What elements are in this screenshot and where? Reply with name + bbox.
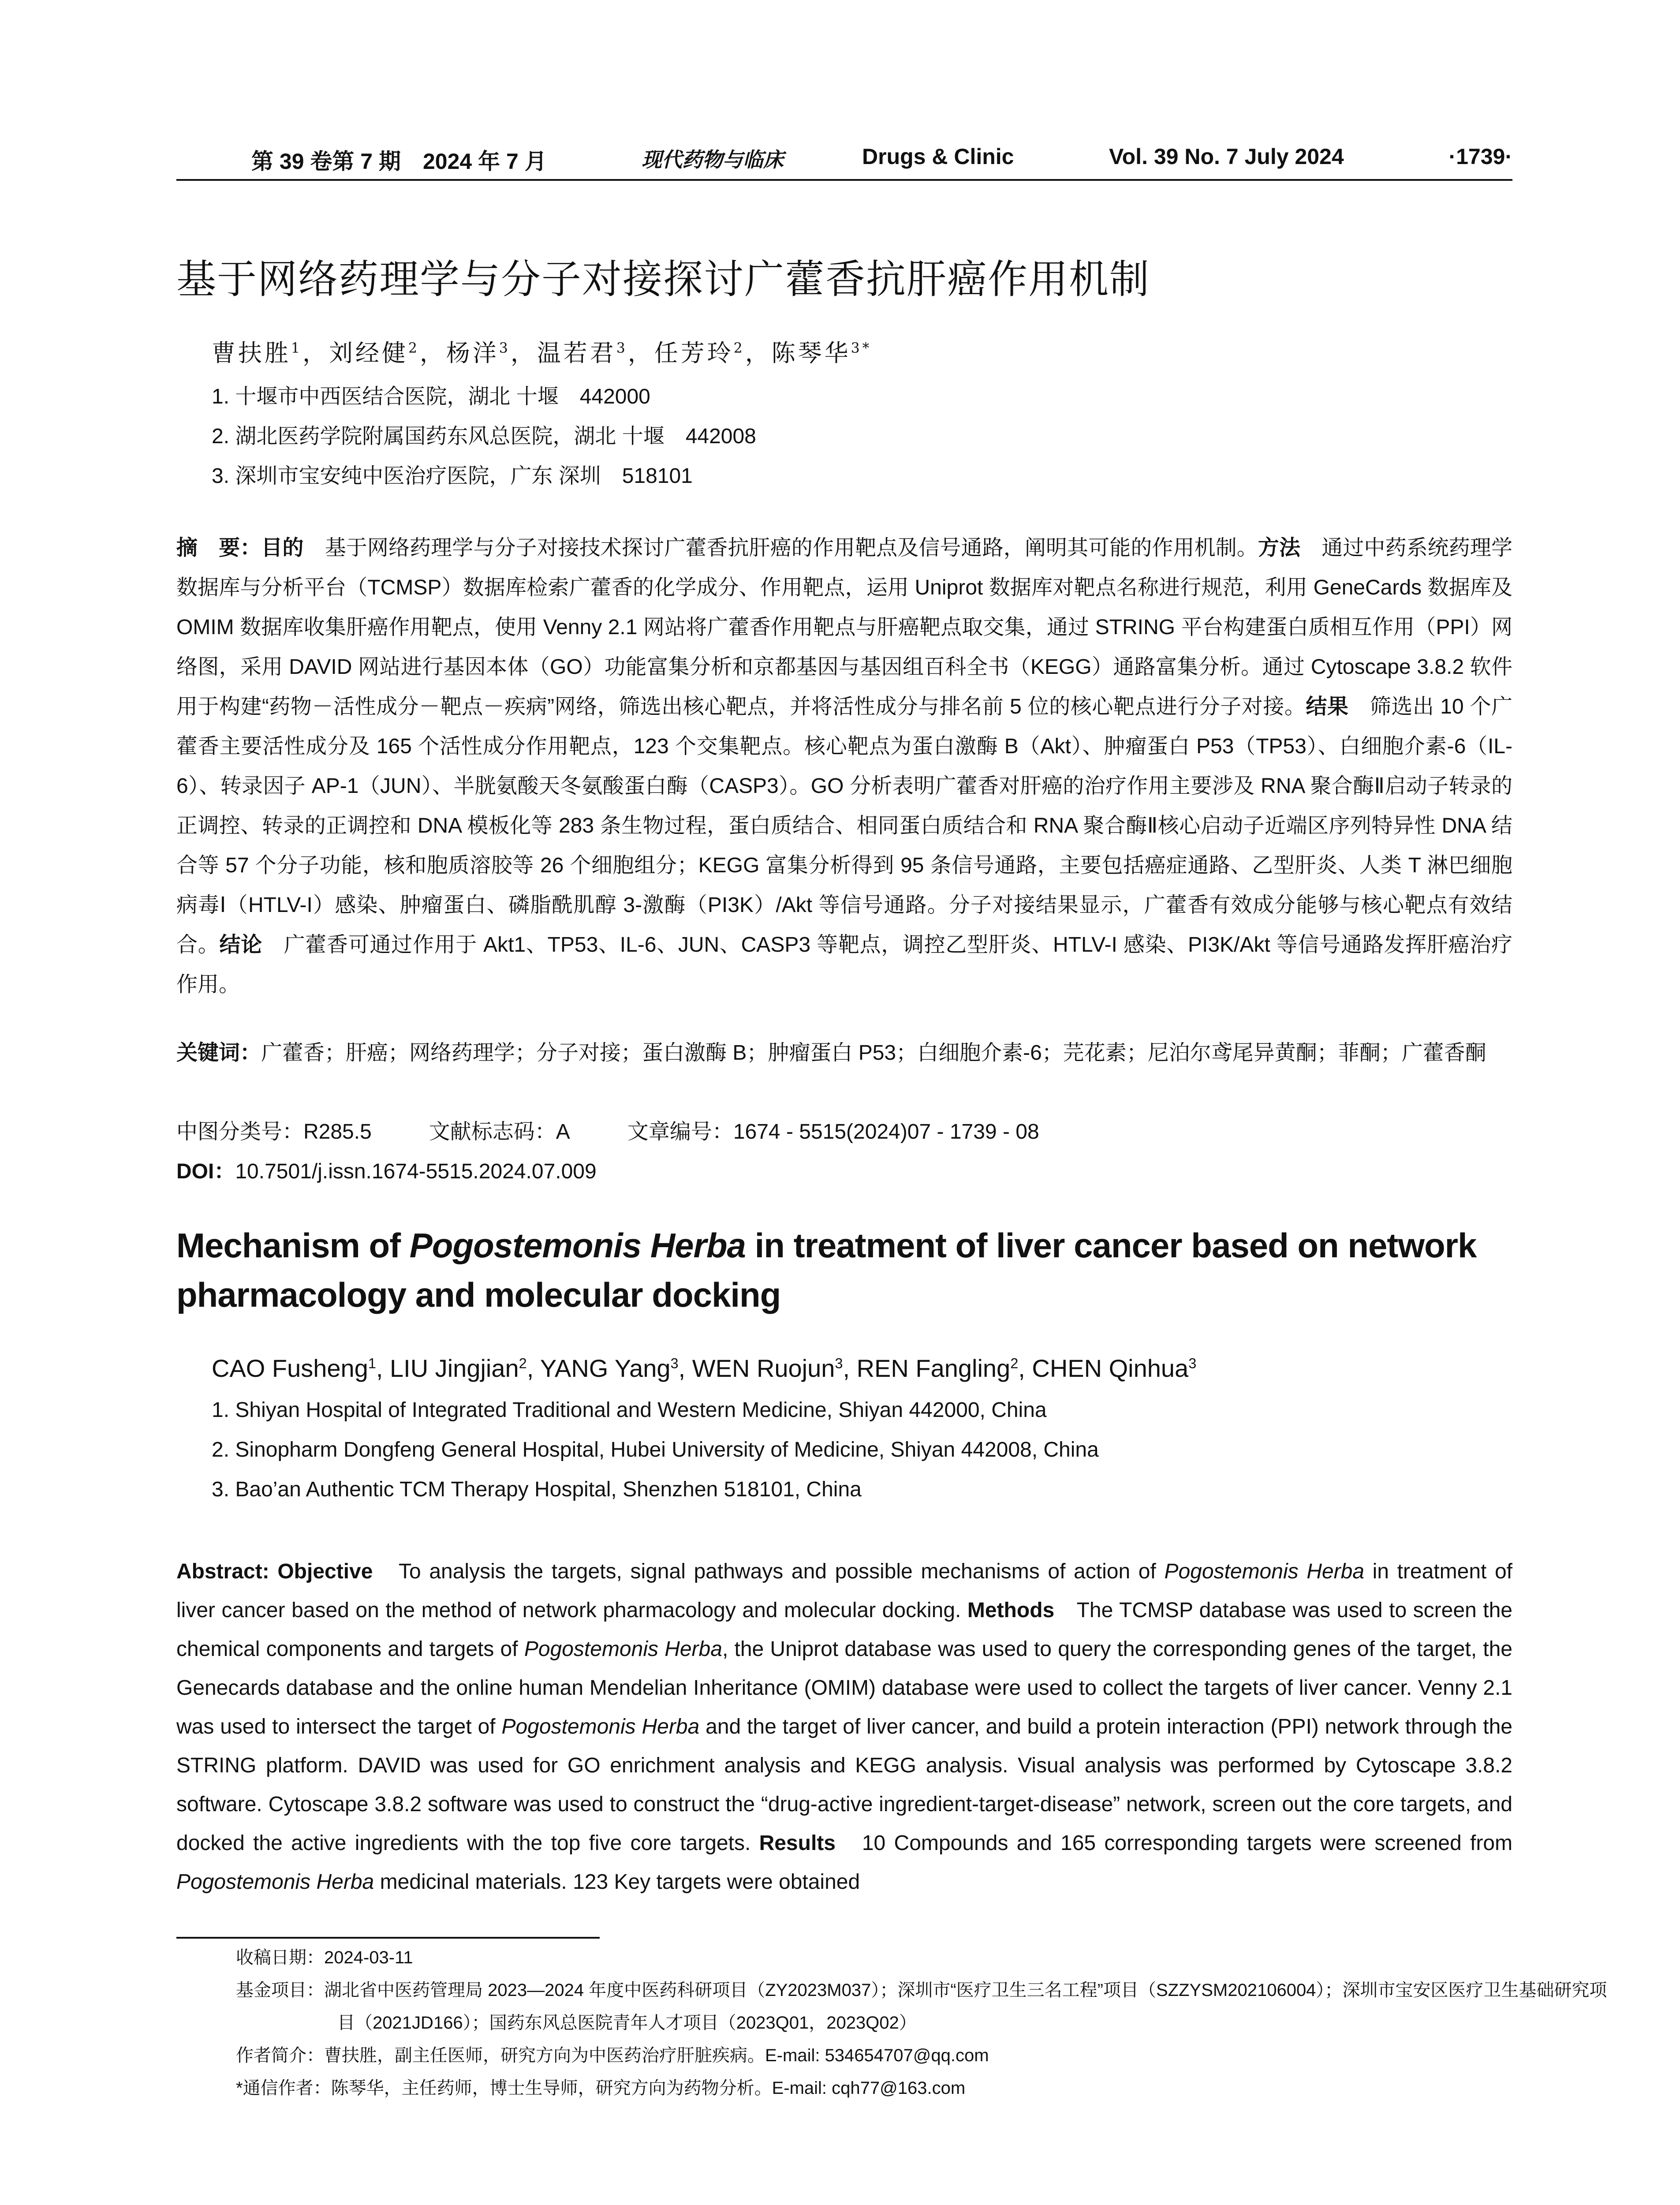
abstract-en [176, 1552, 1512, 1902]
title-en [176, 1221, 1526, 1319]
methods-text-en-3: and the target of liver cancer, and build a protein interaction (PPI) network through the STRING platform. DAVID was used for GO enrichment analysis and KEGG analysis. Visual analysis was performed by Cytoscape 3.8.2 software. Cytoscape 3.8.2 software was used to construct the “drug-active ingredient-target-disease” network, screen out the core targets, and docked the active ingredients with the top five core targets. [176, 1715, 1512, 1855]
received-label: 收稿日期： [236, 1948, 324, 1967]
footnote-author-bio [236, 2039, 1506, 2072]
conclusion-text-cn: 广藿香可通过作用于 Akt1、TP53、IL-6、JUN、CASP3 等靶点，调控乙型肝炎、HTLV-I 感染、PI3K/Akt 等信号通路发挥肝癌治疗作用。 [176, 933, 1512, 996]
title-en-herb: Pogostemonis Herba [409, 1226, 746, 1265]
keywords-cn [176, 1033, 1512, 1073]
fund-text: 湖北省中医药管理局 2023—2024 年度中医药科研项目（ZY2023M037）；深圳市“医疗卫生三名工程”项目（SZZYSM202106004）；深圳市宝安区医疗卫生基础研究项目（2021JD166）；国药东风总医院青年人才项目（2023Q01，2023Q02） [324, 1981, 1607, 2033]
affiliation-en: 3. Bao’an Authentic TCM Therapy Hospital, Shenzhen 518101, China [212, 1478, 862, 1501]
author-cn-sup: 2 [408, 340, 420, 356]
author-cn: 陈琴华 [771, 339, 851, 367]
author-en: REN Fangling [856, 1354, 1011, 1382]
keywords-label-cn: 关键词： [176, 1041, 261, 1065]
header-page-number: ·1739· [1449, 144, 1512, 169]
author-cn-sup: 3 [616, 340, 628, 356]
author-en: LIU Jingjian [390, 1354, 519, 1382]
authors-en: CAO Fusheng$^1$, LIU Jingjian$^2$, YANG Yang$^3$, WEN Ruojun$^3$, REN Fangling$^2$, CHEN Qinhua$^3$ [212, 1354, 1197, 1382]
keywords-text-cn: 广藿香；肝癌；网络药理学；分子对接；蛋白激酶 B；肿瘤蛋白 P53；白细胞介素-6；芫花素；尼泊尔鸢尾异黄酮；菲酮；广藿香酮 [261, 1041, 1486, 1065]
corresponding-label: *通信作者： [236, 2078, 331, 2098]
author-cn: 任芳玲 [654, 339, 734, 367]
author-cn-sup: 2 [733, 340, 745, 356]
herb-name-en: Pogostemonis Herba [176, 1870, 374, 1894]
author-en-sup: 2 [519, 1355, 527, 1372]
footnote-received [236, 1941, 1506, 1974]
objective-text-en-2: in treatment of liver cancer based on the method of network pharmacology and molecular docking. [176, 1560, 1513, 1622]
author-cn: 曹扶胜 [212, 339, 291, 367]
header-journal-en: Drugs & Clinic [862, 144, 1014, 169]
abstract-en-label: Abstract: Objective [176, 1560, 373, 1583]
doi-value[interactable]: 10.7501/j.issn.1674-5515.2024.07.009 [235, 1160, 597, 1183]
header-issue-cn: 第 39 卷第 7 期 2024 年 7 月 [251, 149, 547, 174]
received-date: 2024-03-11 [324, 1948, 413, 1967]
title-en-pre: Mechanism of [176, 1226, 410, 1265]
abstract-cn-label: 摘 要： [176, 536, 261, 560]
author-bio-text: 曹扶胜，副主任医师，研究方向为中医药治疗肝脏疾病。E-mail: 534654707@qq.com [324, 2046, 989, 2065]
document-code: 文献标志码：A [429, 1120, 570, 1144]
methods-label-en: Methods [967, 1599, 1055, 1622]
affiliation-en: 1. Shiyan Hospital of Integrated Traditional and Western Medicine, Shiyan 442000, China [212, 1398, 1047, 1422]
methods-text-en-2: , the Uniprot database was used to query the corresponding genes of the target, the Genecards database and the online human Mendelian Inheritance (OMIM) database were used to collect the targets of liver cancer. Venny 2.1 was used to intersect the target of [176, 1637, 1512, 1738]
author-cn-sup: 3 [499, 340, 511, 356]
author-cn-sup: 1 [291, 340, 302, 356]
author-cn: 温若君 [537, 339, 616, 367]
author-en-sup: 1 [368, 1355, 376, 1372]
corresponding-text: 陈琴华，主任药师，博士生导师，研究方向为药物分析。E-mail: cqh77@163.com [331, 2078, 966, 2098]
author-en-sup: 2 [1010, 1355, 1019, 1372]
affiliation-cn: 2. 湖北医药学院附属国药东风总医院，湖北 十堰 442008 [212, 425, 756, 448]
results-text-en: 10 Compounds and 165 corresponding targets were screened from [835, 1831, 1512, 1855]
herb-name-en: Pogostemonis Herba [501, 1715, 700, 1738]
author-bio-label: 作者简介： [236, 2046, 324, 2065]
objective-label-cn: 目的 [261, 536, 304, 560]
conclusion-label-cn: 结论 [219, 933, 262, 957]
author-en-sup: 3 [670, 1355, 679, 1372]
results-text-cn: 筛选出 10 个广藿香主要活性成分及 165 个活性成分作用靶点，123 个交集靶点。核心靶点为蛋白激酶 B（Akt）、肿瘤蛋白 P53（TP53）、白细胞介素-6（IL-6）、转录因子 AP-1（JUN）、半胱氨酸天冬氨酸蛋白酶（CASP3）。GO 分析表明广藿香对肝癌的治疗作用主要涉及 RNA 聚合酶Ⅱ启动子转录的正调控、转录的正调控和 DNA 模板化等 283 条生物过程，蛋白质结合、相同蛋白质结合和 RNA 聚合酶Ⅱ核心启动子近端区序列特异性 DNA 结合等 57 个分子功能，核和胞质溶胶等 26 个细胞组分；KEGG 富集分析得到 95 条信号通路，主要包括癌症通路、乙型肝炎、人类 T 淋巴细胞病毒Ⅰ（HTLV-I）感染、肿瘤蛋白、磷脂酰肌醇 3-激酶（PI3K）/Akt 等信号通路。分子对接结果显示，广藿香有效成分能够与核心靶点有效结合。 [176, 695, 1512, 957]
header-journal-cn: 现代药物与临床 [642, 148, 784, 172]
affiliation-cn: 1. 十堰市中西医结合医院，湖北 十堰 442000 [212, 385, 650, 408]
objective-text-en: To analysis the targets, signal pathways and possible mechanisms of action of [373, 1560, 1165, 1583]
footnote-fund [236, 1974, 1607, 2039]
author-en-sup: 3 [1188, 1355, 1197, 1372]
doi-label: DOI： [176, 1160, 235, 1183]
herb-name-en: Pogostemonis Herba [1164, 1560, 1364, 1583]
footnote-divider [176, 1937, 600, 1939]
author-en-sup: 3 [835, 1355, 843, 1372]
author-en: CHEN Qinhua [1032, 1354, 1189, 1382]
methods-label-cn: 方法 [1258, 536, 1301, 560]
authors-cn: 曹扶胜$^1$，刘经健$^2$，杨洋$^3$，温若君$^3$，任芳玲$^2$，陈琴华$^{3*}$ [212, 339, 872, 367]
author-cn: 杨洋 [446, 339, 499, 367]
footnote-corresponding [236, 2072, 1506, 2104]
herb-name-en: Pogostemonis Herba [524, 1637, 722, 1661]
clc-number: 中图分类号：R285.5 [176, 1120, 372, 1144]
objective-text-cn: 基于网络药理学与分子对接技术探讨广藿香抗肝癌的作用靶点及信号通路，阐明其可能的作用机制。 [303, 536, 1258, 560]
classification-line [176, 1112, 1039, 1152]
affiliation-en: 2. Sinopharm Dongfeng General Hospital, Hubei University of Medicine, Shiyan 442008, China [212, 1438, 1099, 1461]
results-label-en: Results [759, 1831, 836, 1855]
results-label-cn: 结果 [1306, 695, 1349, 718]
author-en: YANG Yang [540, 1354, 671, 1382]
title-en-post: in treatment of liver cancer based on network pharmacology and molecular docking [176, 1226, 1477, 1314]
running-header [176, 140, 1512, 181]
author-cn-sup: 3* [851, 340, 872, 356]
abstract-cn [176, 528, 1512, 1005]
doi-line [176, 1152, 597, 1192]
author-cn: 刘经健 [329, 339, 408, 367]
affiliation-cn: 3. 深圳市宝安纯中医治疗医院，广东 深圳 518101 [212, 464, 693, 488]
title-cn: 基于网络药理学与分子对接探讨广藿香抗肝癌作用机制 [176, 256, 1150, 303]
author-en: WEN Ruojun [692, 1354, 835, 1382]
results-text-en-2: medicinal materials. 123 Key targets were obtained [374, 1870, 860, 1894]
fund-label: 基金项目： [236, 1981, 324, 2000]
methods-text-en: The TCMSP database was used to screen the chemical components and targets of [176, 1599, 1512, 1661]
author-en: CAO Fusheng [212, 1354, 368, 1382]
methods-text-cn: 通过中药系统药理学数据库与分析平台（TCMSP）数据库检索广藿香的化学成分、作用靶点，运用 Uniprot 数据库对靶点名称进行规范，利用 GeneCards 数据库及 OMIM 数据库收集肝癌作用靶点，使用 Venny 2.1 网站将广藿香作用靶点与肝癌靶点取交集，通过 STRING 平台构建蛋白质相互作用（PPI）网络图，采用 DAVID 网站进行基因本体（GO）功能富集分析和京都基因与基因组百科全书（KEGG）通路富集分析。通过 Cytoscape 3.8.2 软件用于构建“药物－活性成分－靶点－疾病”网络，筛选出核心靶点，并将活性成分与排名前 5 位的核心靶点进行分子对接。 [176, 536, 1512, 718]
article-number: 文章编号：1674 - 5515(2024)07 - 1739 - 08 [627, 1120, 1039, 1144]
header-volume-en: Vol. 39 No. 7 July 2024 [1109, 144, 1344, 169]
